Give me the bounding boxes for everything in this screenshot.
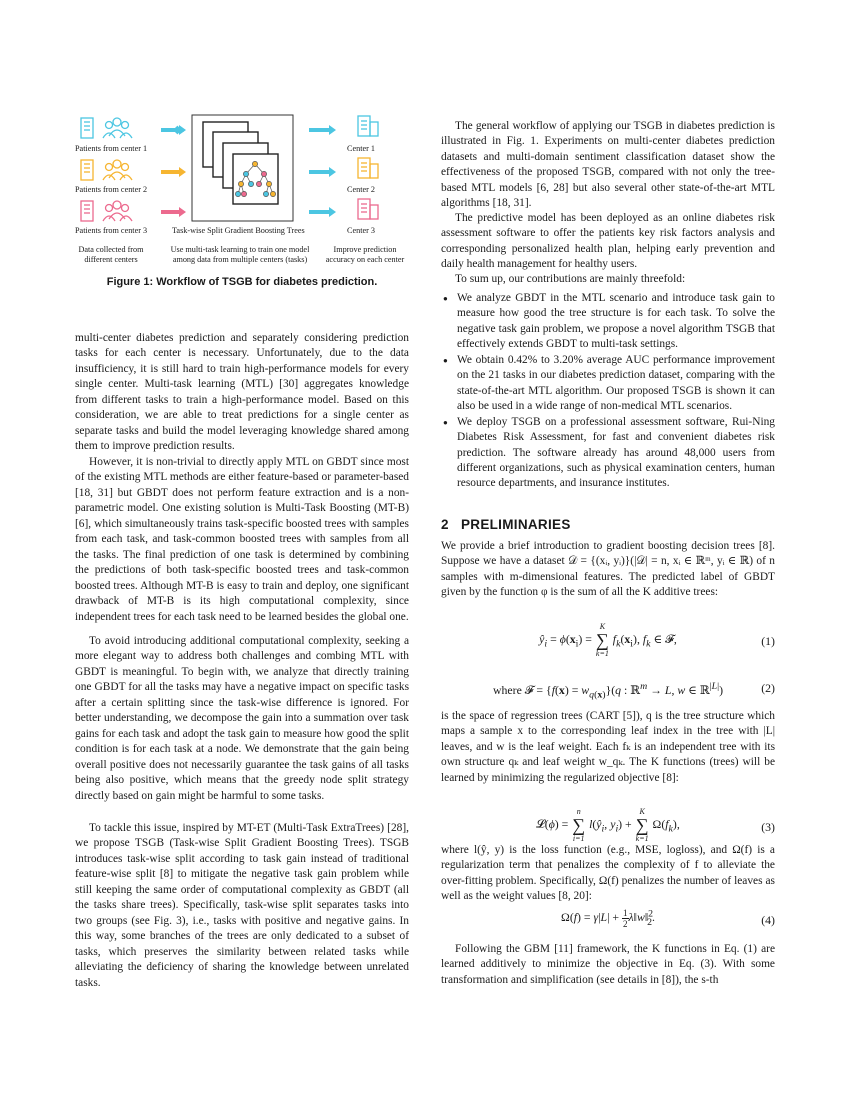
- figure-caption: Figure 1: Workflow of TSGB for diabetes prediction.: [106, 276, 378, 288]
- model-label: Task-wise Split Gradient Boosting Trees: [172, 226, 305, 235]
- center-icons: [358, 116, 378, 219]
- contributions-list: [441, 291, 775, 492]
- bottom-right-note: Improve prediction accuracy on each center: [325, 245, 405, 264]
- equation-3-body: 𝓛(ϕ) = n ∑ i=1 $l(ŷ_i$, $y_i$) + K ∑ k=1 $\Omega(f_k)$,: [536, 807, 680, 843]
- section-heading: [441, 517, 571, 532]
- center-label-1: Center 1: [347, 144, 375, 153]
- patients-row-1: [81, 118, 132, 138]
- left-paragraph-2: However, it is non-trivial to directly apply MTL on GBDT since most of the existing MTL methods are either feature-based or parameter-based [18, 31] but GBDT does not perform feature extraction and is a non-parametric model. One existing solution is Multi-Task Boosting (MT-B) [6], which simultaneously trains task-specific boosted trees with samples from each task, and task-common boosted trees with samples from all the tasks. The final prediction of one task is determined by combining the predictions of both task-specific boosted trees and task-common boosted trees. Although MT-B is easy to train and deploy, one significant drawback of MT-B is its high computational complexity, since independent trees for each task need to be learned besides the global one.: [75, 456, 409, 623]
- hospital-icon: [358, 158, 378, 178]
- patients-row-2: [81, 160, 132, 180]
- people-icon: [103, 160, 132, 180]
- bottom-middle-note: Use multi-task learning to train one model among data from multiple centers (tasks): [170, 245, 310, 264]
- contribution-item-1: ● We analyze GBDT in the MTL scenario and introduce task gain to measure how good the tree structure is for each task. To solve the negative task gain problem, we propose a novel algorithm TSGB that effectively extends GBDT to multi-task settings.: [441, 291, 775, 353]
- hospital-icon: [81, 118, 93, 138]
- equation-2-body: where 𝓕 = $\{f(x) = w_{q(x)}\}(q$ : ℝ$^m$ → L, w ∈ ℝ$^{|L|}$): [492, 681, 723, 701]
- section-number: 2: [441, 517, 449, 532]
- equation-1-number: (1): [761, 634, 775, 648]
- left-paragraph-4: To tackle this issue, inspired by MT-ET (Multi-Task ExtraTrees) [28], we propose TSGB (Task-wise Split Gradient Boosting Trees). TSGB introduces task-wise split according to task gain instead of traditional feature-wise split [8] to mitigate the negative task gain problem while still keeping the same order of computational complexity as GBDT (all the tasks share trees). Specifically, task-wise split separates tasks into two groups (see Fig. 3), i.e., tasks with positive and negative gains. In this way, some branches of the trees are only dedicated to a subset of tasks, which preserves the similarity between related tasks while alleviating the deficiency of sharing the knowledge between unrelated tasks.: [75, 822, 409, 989]
- bottom-left-note: Data collected from different centers: [78, 245, 144, 264]
- left-paragraph-3: To avoid introducing additional computational complexity, seeking a more elegant way to address both challenges and combing MTL with GBDT is meaningful. To begin with, we analyze that directly training one GBDT for all the tasks may have a negative impact on specific tasks after a certain splitting since the task-wise difference is ignored. For better understanding, we decompose the gain into a summation over task gains for each task and adopt the task gain to measure how good the split condition is for each task at a node. We demonstrate that the gain being overall positive does not necessarily guarantee the task gains of all tasks being also positive, which means that the greedy node split strategy directly based on gain might be harmful to some tasks.: [75, 635, 409, 802]
- figure-1: [75, 110, 409, 280]
- contribution-item-2: ● We obtain 0.42% to 3.20% average AUC performance improvement on the 21 tasks in our diabetes prediction dataset, comparing with the state-of-the-art MTL algorithm. Our proposed TSGB is shown it can also be used in a wide range of non-medical MTL scenarios.: [441, 353, 775, 415]
- equation-4-body: Ω(f) = γ|L| + $\frac{1}{2}$ λ‖w‖$^2_2$.: [561, 908, 655, 929]
- hospital-icon: [81, 201, 93, 221]
- equation-2-prefix: where: [492, 682, 522, 697]
- model-box: [192, 115, 293, 221]
- output-arrows: [309, 125, 336, 217]
- people-icon: [103, 118, 132, 138]
- contribution-item-3: ● We deploy TSGB on a professional assessment software, Rui-Ning Diabetes Risk Assessment, for fast and convenient diabetes risk prediction. The software already has around 48,000 users from different organizations, such as physical examination centers, human resource departments, and insurance institutes.: [441, 415, 775, 492]
- right-paragraph-1: The general workflow of applying our TSGB in diabetes prediction is illustrated in Fig. 1. Experiments on multi-center diabetes prediction datasets and multi-domain sentiment classification dataset show the effectiveness of the proposed TSGB, compared with not only the tree-based MTL models [6, 28] but also several other state-of-the-art MTL algorithms [18, 31].: [441, 120, 775, 210]
- equation-2: [441, 681, 775, 699]
- people-icon: [103, 201, 132, 221]
- equation-3-number: (3): [761, 820, 775, 834]
- hospital-icon: [358, 116, 378, 136]
- equation-2-number: (2): [761, 681, 775, 695]
- equation-1-body: $ŷ_i = \phi(x_i)$ = K ∑ k=1 $f_k(x_i)$, $f_k$ ∈ 𝓕,: [539, 622, 677, 658]
- right-paragraph-3: To sum up, our contributions are mainly threefold:: [455, 273, 686, 285]
- hospital-icon: [358, 199, 378, 219]
- patients-label-2: Patients from center 2: [75, 185, 148, 194]
- equation-1: [441, 618, 775, 662]
- patients-row-3: [81, 201, 132, 221]
- center-label-2: Center 2: [347, 185, 375, 194]
- section-title: PRELIMINARIES: [460, 517, 571, 532]
- equation-4-number: (4): [761, 913, 775, 927]
- left-paragraph-1: multi-center diabetes prediction and separately considering prediction tasks for each center is necessary. Unfortunately, due to the data insufficiency, it is still hard to train high-performance models for every single center. Multi-task learning (MTL) [30] aggregates knowledge from different tasks to train a high-performance model. Based on this consideration, we are able to treat predictions for a single center as separate tasks and build the model leveraging knowledge shared among them to improve prediction results.: [75, 332, 409, 453]
- patients-label-1: Patients from center 1: [75, 144, 148, 153]
- prelim-paragraph-2: is the space of regression trees (CART [5]), q is the tree structure which maps a sample x to the corresponding leaf index in the tree with |L| leaves, and w is the leaf weight. Each fₖ is an independent tree with its own structure qₖ and leaf weight w_qₖ. The K functions (trees) will be learned by minimizing the regularized objective [8]:: [441, 710, 775, 784]
- right-paragraph-2: The predictive model has been deployed as an online diabetes risk assessment software to offer the patients key risk factors analysis and corresponding personalized health plan, helping early prevention and daily health management for healthy users.: [441, 212, 775, 271]
- equation-4: [441, 906, 775, 936]
- patients-label-3: Patients from center 3: [75, 226, 148, 235]
- prelim-paragraph-4: Following the GBM [11] framework, the K functions in Eq. (1) are learned additively to minimize the objective in Eq. (3). With some transformation and simplification (see details in [8]), the s-th: [441, 943, 775, 986]
- hospital-icon: [81, 160, 93, 180]
- input-arrows: [161, 125, 186, 217]
- prelim-paragraph-3: where l(ŷ, y) is the loss function (e.g., MSE, logloss), and Ω(f) is a regularization term that penalizes the complexity of f to alleviate the over-fitting problem. Specifically, Ω(f) penalizes the number of leaves as well as the weight values [8, 20]:: [441, 844, 775, 903]
- center-label-3: Center 3: [347, 226, 375, 235]
- prelim-paragraph-1: We provide a brief introduction to gradient boosting decision trees [8]. Suppose we have a dataset 𝒟 = {(xᵢ, yᵢ)}(|𝒟| = n, xᵢ ∈ ℝᵐ, yᵢ ∈ ℝ) of n samples with m-dimensional features. The predicted label of GBDT given by the function φ is the sum of all the K additive trees:: [441, 540, 775, 599]
